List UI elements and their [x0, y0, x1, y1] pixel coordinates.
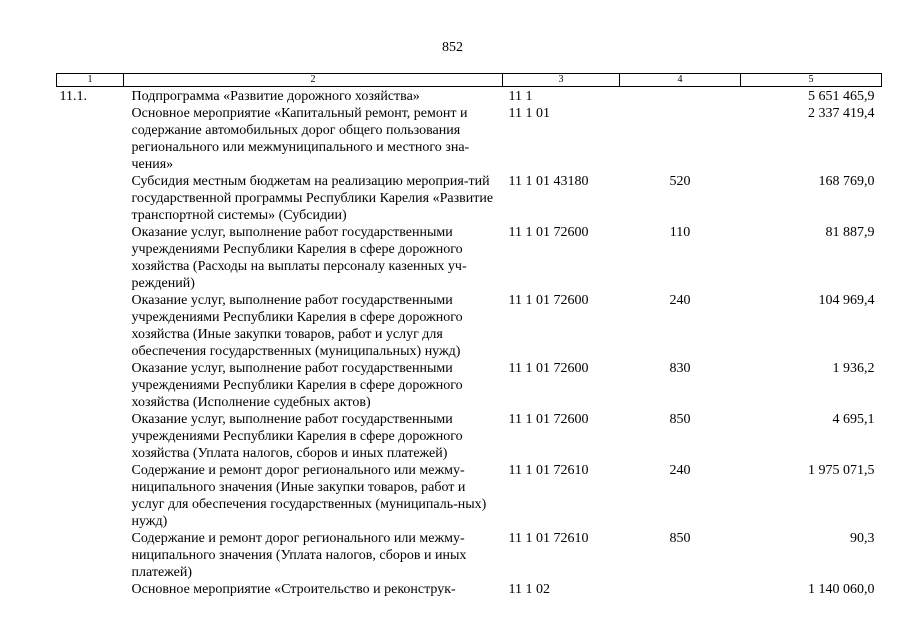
budget-table — [56, 73, 882, 598]
row-name: Оказание услуг, выполнение работ государственными учреждениями Республики Карелия в сфере дорожного хозяйства (Уплата налогов, сборов и иных платежей) — [131, 412, 463, 461]
row-number — [57, 224, 124, 292]
row-expense-type: 520 — [669, 174, 691, 189]
row-amount: 90,3 — [850, 531, 875, 546]
row-code: 11 1 01 72610 — [508, 531, 589, 546]
table-row — [57, 581, 882, 598]
row-code: 11 1 01 43180 — [508, 174, 589, 189]
row-name: Подпрограмма «Развитие дорожного хозяйства» — [131, 89, 420, 104]
row-code: 11 1 — [508, 89, 533, 104]
row-amount: 168 769,0 — [818, 174, 875, 189]
row-code: 11 1 01 72600 — [508, 412, 589, 427]
row-amount: 81 887,9 — [825, 225, 875, 240]
table-row — [57, 292, 882, 360]
header-row — [57, 74, 882, 87]
row-code: 11 1 01 72600 — [508, 225, 589, 240]
row-number — [57, 530, 124, 581]
row-amount: 5 651 465,9 — [808, 89, 875, 104]
row-expense-type: 240 — [669, 293, 691, 308]
table-row — [57, 462, 882, 530]
row-name: Оказание услуг, выполнение работ государственными учреждениями Республики Карелия в сфере дорожного хозяйства (Расходы на выплаты персоналу казенных уч-реждений) — [131, 225, 467, 291]
row-expense-type: 850 — [669, 412, 691, 427]
row-name: Содержание и ремонт дорог регионального или межму-ниципального значения (Уплата налогов, сборов и иных платежей) — [131, 531, 467, 580]
row-name: Субсидия местным бюджетам на реализацию мероприя-тий государственной программы Республики Карелия «Развитие транспортной системы» (Субсидии) — [131, 174, 494, 223]
row-number — [57, 360, 124, 411]
row-amount: 4 695,1 — [832, 412, 875, 427]
table-row — [57, 360, 882, 411]
row-amount: 1 975 071,5 — [808, 463, 875, 478]
column-header-3: 3 — [503, 74, 620, 87]
table-row — [57, 87, 882, 106]
page-number: 852 — [442, 40, 463, 55]
row-name: Основное мероприятие «Строительство и реконструк- — [131, 582, 456, 597]
row-number — [57, 581, 124, 598]
row-code: 11 1 01 72600 — [508, 361, 589, 376]
row-number — [57, 411, 124, 462]
table-row — [57, 173, 882, 224]
row-number — [57, 292, 124, 360]
row-code: 11 1 01 — [508, 106, 550, 121]
row-number: 11.1. — [59, 89, 87, 104]
table-row — [57, 224, 882, 292]
row-amount: 104 969,4 — [818, 293, 875, 308]
row-amount: 1 936,2 — [832, 361, 875, 376]
row-expense-type: 240 — [669, 463, 691, 478]
row-name: Оказание услуг, выполнение работ государственными учреждениями Республики Карелия в сфере дорожного хозяйства (Иные закупки товаров, работ и услуг для обеспечения государственных (муниципальных) нужд) — [131, 293, 463, 359]
row-expense-type: 830 — [669, 361, 691, 376]
column-header-1: 1 — [57, 74, 124, 87]
row-name: Основное мероприятие «Капитальный ремонт, ремонт и содержание автомобильных дорог общего пользования регионального или межмуниципального и местного зна-чения» — [131, 106, 470, 172]
row-number — [57, 462, 124, 530]
table-row — [57, 105, 882, 173]
row-number — [57, 173, 124, 224]
row-amount: 2 337 419,4 — [808, 106, 875, 121]
row-code: 11 1 01 72600 — [508, 293, 589, 308]
column-header-5: 5 — [741, 74, 882, 87]
row-expense-type — [620, 105, 741, 173]
row-code: 11 1 01 72610 — [508, 463, 589, 478]
row-name: Содержание и ремонт дорог регионального или межму-ниципального значения (Иные закупки товаров, работ и услуг для обеспечения государственных (муниципаль-ных) нужд) — [131, 463, 487, 529]
row-code: 11 1 02 — [508, 582, 550, 597]
row-number — [57, 105, 124, 173]
table-body — [57, 87, 882, 599]
row-expense-type: 110 — [669, 225, 691, 240]
row-expense-type — [620, 581, 741, 598]
row-expense-type — [620, 87, 741, 106]
column-header-4: 4 — [620, 74, 741, 87]
table-header — [57, 74, 882, 87]
row-expense-type: 850 — [669, 531, 691, 546]
row-name: Оказание услуг, выполнение работ государственными учреждениями Республики Карелия в сфере дорожного хозяйства (Исполнение судебных актов) — [131, 361, 463, 410]
table-row — [57, 530, 882, 581]
table-row — [57, 411, 882, 462]
column-header-2: 2 — [124, 74, 503, 87]
row-amount: 1 140 060,0 — [808, 582, 875, 597]
